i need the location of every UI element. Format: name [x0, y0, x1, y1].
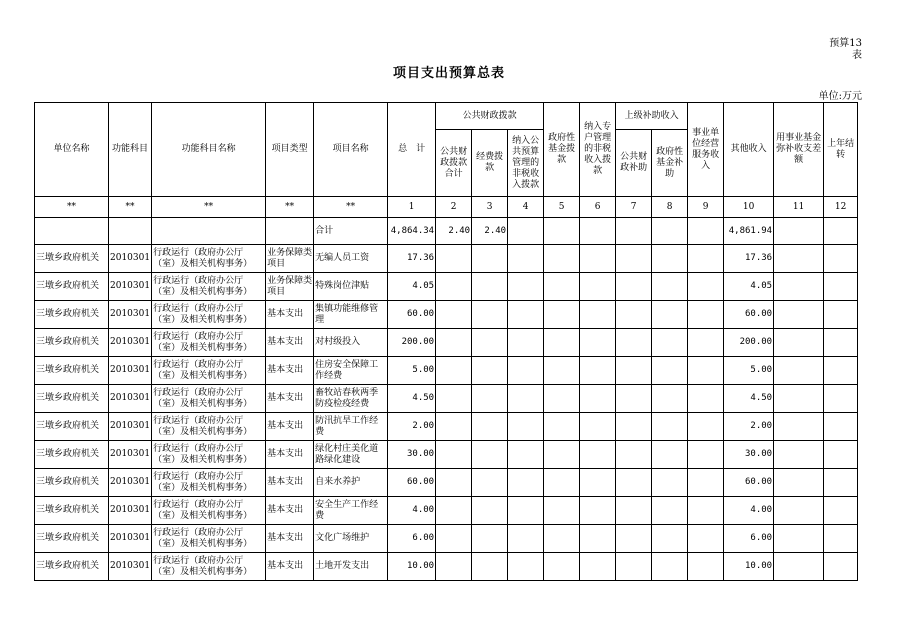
cell-total: 5.00: [388, 357, 436, 385]
cell-nontax-special: [580, 385, 616, 413]
total-cell-empty: [774, 218, 824, 245]
cell-gov-fund: [544, 245, 580, 273]
cell-pf-nontax: [508, 385, 544, 413]
cell-project-type: 基本支出: [266, 385, 314, 413]
cell-biz-income: [688, 385, 724, 413]
total-cell-empty: [266, 218, 314, 245]
cell-unit-name: 三墩乡政府机关: [35, 357, 109, 385]
cell-nontax-special: [580, 553, 616, 581]
cell-func-name: 行政运行（政府办公厅（室）及相关机构事务）: [152, 385, 266, 413]
cell-other-income: 60.00: [724, 301, 774, 329]
header-pf-funds: 经费拨款: [472, 130, 508, 197]
cell-unit-name: 三墩乡政府机关: [35, 553, 109, 581]
table-row: [35, 273, 858, 301]
cell-pf-total: [436, 329, 472, 357]
cell-us-public: [616, 497, 652, 525]
cell-reserve-fund: [774, 385, 824, 413]
cell-reserve-fund: [774, 413, 824, 441]
header-carryover: 上年结转: [824, 103, 858, 197]
cell-pf-nontax: [508, 273, 544, 301]
cell-pf-nontax: [508, 553, 544, 581]
cell-nontax-special: [580, 413, 616, 441]
cell-pf-funds: [472, 357, 508, 385]
cell-pf-funds: [472, 525, 508, 553]
cell-pf-funds: [472, 553, 508, 581]
unit-label: 单位:万元: [818, 91, 862, 102]
cell-pf-total: [436, 553, 472, 581]
cell-func-name: 行政运行（政府办公厅（室）及相关机构事务）: [152, 329, 266, 357]
index-cell: 4: [508, 197, 544, 218]
header-public-finance: 公共财政拨款: [436, 103, 544, 130]
cell-nontax-special: [580, 441, 616, 469]
total-cell-empty: [152, 218, 266, 245]
cell-pf-nontax: [508, 357, 544, 385]
cell-reserve-fund: [774, 245, 824, 273]
header-us-fund: 政府性基金补助: [652, 130, 688, 197]
table-row: [35, 385, 858, 413]
cell-project-name: 对村级投入: [314, 329, 388, 357]
cell-pf-nontax: [508, 245, 544, 273]
cell-other-income: 17.36: [724, 245, 774, 273]
cell-func-name: 行政运行（政府办公厅（室）及相关机构事务）: [152, 469, 266, 497]
cell-us-fund: [652, 525, 688, 553]
cell-reserve-fund: [774, 441, 824, 469]
header-gov-fund: 政府性基金拨款: [544, 103, 580, 197]
cell-us-public: [616, 357, 652, 385]
cell-project-type: 基本支出: [266, 525, 314, 553]
cell-pf-funds: [472, 385, 508, 413]
cell-us-fund: [652, 497, 688, 525]
cell-us-fund: [652, 301, 688, 329]
cell-unit-name: 三墩乡政府机关: [35, 525, 109, 553]
cell-gov-fund: [544, 301, 580, 329]
cell-pf-funds: [472, 497, 508, 525]
cell-unit-name: 三墩乡政府机关: [35, 469, 109, 497]
cell-project-type: 基本支出: [266, 553, 314, 581]
total-pf-funds: 2.40: [472, 218, 508, 245]
cell-pf-total: [436, 413, 472, 441]
index-cell: 2: [436, 197, 472, 218]
header-upper-subsidy: 上级补助收入: [616, 103, 688, 130]
cell-project-type: 基本支出: [266, 329, 314, 357]
cell-reserve-fund: [774, 273, 824, 301]
cell-func-code: 2010301: [109, 357, 152, 385]
cell-total: 60.00: [388, 469, 436, 497]
index-cell: **: [266, 197, 314, 218]
cell-other-income: 4.00: [724, 497, 774, 525]
cell-carryover: [824, 301, 858, 329]
cell-total: 2.00: [388, 413, 436, 441]
index-row: [35, 197, 858, 218]
cell-unit-name: 三墩乡政府机关: [35, 245, 109, 273]
table-row: [35, 469, 858, 497]
header-us-public: 公共财政补助: [616, 130, 652, 197]
cell-pf-total: [436, 441, 472, 469]
index-cell: 5: [544, 197, 580, 218]
total-cell-empty: [688, 218, 724, 245]
cell-biz-income: [688, 413, 724, 441]
index-cell: **: [109, 197, 152, 218]
cell-unit-name: 三墩乡政府机关: [35, 329, 109, 357]
total-cell-empty: [35, 218, 109, 245]
cell-pf-funds: [472, 245, 508, 273]
cell-gov-fund: [544, 357, 580, 385]
cell-project-name: 畜牧站春秋两季防疫检疫经费: [314, 385, 388, 413]
cell-total: 6.00: [388, 525, 436, 553]
cell-biz-income: [688, 357, 724, 385]
cell-nontax-special: [580, 301, 616, 329]
cell-unit-name: 三墩乡政府机关: [35, 497, 109, 525]
cell-carryover: [824, 469, 858, 497]
cell-gov-fund: [544, 553, 580, 581]
cell-nontax-special: [580, 245, 616, 273]
cell-nontax-special: [580, 273, 616, 301]
table-row: [35, 553, 858, 581]
cell-other-income: 4.05: [724, 273, 774, 301]
index-cell: 12: [824, 197, 858, 218]
cell-unit-name: 三墩乡政府机关: [35, 413, 109, 441]
cell-func-name: 行政运行（政府办公厅（室）及相关机构事务）: [152, 441, 266, 469]
cell-nontax-special: [580, 525, 616, 553]
header-project-type: 项目类型: [266, 103, 314, 197]
total-cell-empty: [580, 218, 616, 245]
cell-gov-fund: [544, 273, 580, 301]
cell-other-income: 5.00: [724, 357, 774, 385]
index-cell: **: [314, 197, 388, 218]
table-number-line1: 预算13: [829, 38, 862, 49]
cell-pf-nontax: [508, 413, 544, 441]
cell-reserve-fund: [774, 469, 824, 497]
header-func-name: 功能科目名称: [152, 103, 266, 197]
cell-carryover: [824, 357, 858, 385]
cell-unit-name: 三墩乡政府机关: [35, 301, 109, 329]
cell-total: 4.50: [388, 385, 436, 413]
cell-reserve-fund: [774, 525, 824, 553]
cell-reserve-fund: [774, 553, 824, 581]
cell-gov-fund: [544, 385, 580, 413]
total-cell-empty: [824, 218, 858, 245]
cell-project-type: 基本支出: [266, 413, 314, 441]
cell-other-income: 4.50: [724, 385, 774, 413]
header-func-code: 功能科目: [109, 103, 152, 197]
total-cell-empty: [544, 218, 580, 245]
cell-us-fund: [652, 413, 688, 441]
cell-func-code: 2010301: [109, 553, 152, 581]
cell-func-code: 2010301: [109, 301, 152, 329]
page-title: 项目支出预算总表: [392, 66, 505, 81]
cell-project-type: 业务保障类项目: [266, 273, 314, 301]
cell-pf-nontax: [508, 301, 544, 329]
cell-gov-fund: [544, 525, 580, 553]
cell-carryover: [824, 273, 858, 301]
cell-project-name: 绿化村庄美化道路绿化建设: [314, 441, 388, 469]
cell-project-name: 特殊岗位津贴: [314, 273, 388, 301]
cell-pf-funds: [472, 301, 508, 329]
cell-pf-nontax: [508, 497, 544, 525]
cell-pf-funds: [472, 469, 508, 497]
cell-func-code: 2010301: [109, 413, 152, 441]
cell-us-public: [616, 385, 652, 413]
cell-func-name: 行政运行（政府办公厅（室）及相关机构事务）: [152, 357, 266, 385]
cell-total: 17.36: [388, 245, 436, 273]
cell-us-public: [616, 329, 652, 357]
total-cell-empty: [109, 218, 152, 245]
cell-us-fund: [652, 273, 688, 301]
index-cell: 3: [472, 197, 508, 218]
cell-gov-fund: [544, 413, 580, 441]
cell-func-code: 2010301: [109, 469, 152, 497]
cell-pf-nontax: [508, 441, 544, 469]
table-row: [35, 357, 858, 385]
header-unit-name: 单位名称: [35, 103, 109, 197]
cell-func-code: 2010301: [109, 273, 152, 301]
cell-project-type: 业务保障类项目: [266, 245, 314, 273]
cell-nontax-special: [580, 329, 616, 357]
cell-func-name: 行政运行（政府办公厅（室）及相关机构事务）: [152, 301, 266, 329]
header-other-income: 其他收入: [724, 103, 774, 197]
cell-biz-income: [688, 553, 724, 581]
cell-project-name: 文化广场维护: [314, 525, 388, 553]
cell-us-fund: [652, 441, 688, 469]
cell-pf-funds: [472, 413, 508, 441]
cell-carryover: [824, 497, 858, 525]
cell-pf-total: [436, 273, 472, 301]
cell-nontax-special: [580, 497, 616, 525]
cell-other-income: 200.00: [724, 329, 774, 357]
total-pf-total: 2.40: [436, 218, 472, 245]
cell-us-public: [616, 441, 652, 469]
table-row: [35, 525, 858, 553]
cell-reserve-fund: [774, 329, 824, 357]
cell-biz-income: [688, 469, 724, 497]
cell-biz-income: [688, 273, 724, 301]
index-cell: 10: [724, 197, 774, 218]
cell-func-name: 行政运行（政府办公厅（室）及相关机构事务）: [152, 413, 266, 441]
cell-project-name: 自来水养护: [314, 469, 388, 497]
cell-project-name: 无编人员工资: [314, 245, 388, 273]
cell-pf-total: [436, 357, 472, 385]
cell-other-income: 30.00: [724, 441, 774, 469]
cell-carryover: [824, 385, 858, 413]
cell-us-fund: [652, 245, 688, 273]
cell-func-code: 2010301: [109, 497, 152, 525]
cell-reserve-fund: [774, 301, 824, 329]
cell-other-income: 6.00: [724, 525, 774, 553]
cell-project-type: 基本支出: [266, 497, 314, 525]
cell-carryover: [824, 553, 858, 581]
cell-biz-income: [688, 245, 724, 273]
cell-project-name: 集镇功能维修管理: [314, 301, 388, 329]
cell-total: 10.00: [388, 553, 436, 581]
cell-nontax-special: [580, 357, 616, 385]
total-cell-empty: [508, 218, 544, 245]
cell-func-name: 行政运行（政府办公厅（室）及相关机构事务）: [152, 497, 266, 525]
cell-func-code: 2010301: [109, 245, 152, 273]
cell-project-name: 防汛抗旱工作经费: [314, 413, 388, 441]
cell-project-type: 基本支出: [266, 469, 314, 497]
cell-project-type: 基本支出: [266, 357, 314, 385]
table-row: [35, 413, 858, 441]
cell-pf-total: [436, 301, 472, 329]
cell-us-public: [616, 245, 652, 273]
index-cell: 6: [580, 197, 616, 218]
cell-other-income: 10.00: [724, 553, 774, 581]
cell-biz-income: [688, 329, 724, 357]
cell-gov-fund: [544, 497, 580, 525]
cell-unit-name: 三墩乡政府机关: [35, 441, 109, 469]
cell-other-income: 60.00: [724, 469, 774, 497]
cell-us-public: [616, 413, 652, 441]
cell-func-name: 行政运行（政府办公厅（室）及相关机构事务）: [152, 525, 266, 553]
cell-us-public: [616, 553, 652, 581]
total-other-income: 4,861.94: [724, 218, 774, 245]
cell-pf-funds: [472, 273, 508, 301]
total-cell-empty: [652, 218, 688, 245]
index-cell: 8: [652, 197, 688, 218]
cell-pf-total: [436, 469, 472, 497]
table-number-line2: 表: [852, 50, 862, 61]
header-pf-total: 公共财政拨款合计: [436, 130, 472, 197]
total-label: 合计: [314, 218, 388, 245]
cell-pf-nontax: [508, 469, 544, 497]
project-expenditure-table: [34, 102, 858, 581]
cell-us-fund: [652, 553, 688, 581]
header-biz-income: 事业单位经营服务收入: [688, 103, 724, 197]
cell-reserve-fund: [774, 497, 824, 525]
table-number-label: [829, 38, 862, 62]
index-cell: **: [35, 197, 109, 218]
total-row: [35, 218, 858, 245]
cell-pf-nontax: [508, 329, 544, 357]
cell-project-name: 安全生产工作经费: [314, 497, 388, 525]
cell-carryover: [824, 441, 858, 469]
total-cell-empty: [616, 218, 652, 245]
cell-reserve-fund: [774, 357, 824, 385]
cell-total: 60.00: [388, 301, 436, 329]
header-project-name: 项目名称: [314, 103, 388, 197]
cell-us-public: [616, 525, 652, 553]
table-row: [35, 245, 858, 273]
cell-unit-name: 三墩乡政府机关: [35, 273, 109, 301]
cell-pf-total: [436, 497, 472, 525]
cell-us-fund: [652, 357, 688, 385]
cell-biz-income: [688, 441, 724, 469]
cell-us-public: [616, 273, 652, 301]
table-row: [35, 497, 858, 525]
cell-biz-income: [688, 497, 724, 525]
index-cell: 7: [616, 197, 652, 218]
cell-project-type: 基本支出: [266, 301, 314, 329]
header-total: 总 计: [388, 103, 436, 197]
cell-nontax-special: [580, 469, 616, 497]
cell-func-code: 2010301: [109, 385, 152, 413]
cell-biz-income: [688, 525, 724, 553]
cell-gov-fund: [544, 329, 580, 357]
cell-biz-income: [688, 301, 724, 329]
cell-pf-total: [436, 385, 472, 413]
cell-func-name: 行政运行（政府办公厅（室）及相关机构事务）: [152, 553, 266, 581]
cell-func-code: 2010301: [109, 441, 152, 469]
cell-other-income: 2.00: [724, 413, 774, 441]
cell-total: 4.00: [388, 497, 436, 525]
cell-func-name: 行政运行（政府办公厅（室）及相关机构事务）: [152, 245, 266, 273]
cell-carryover: [824, 245, 858, 273]
cell-total: 4.05: [388, 273, 436, 301]
cell-carryover: [824, 413, 858, 441]
table-row: [35, 329, 858, 357]
cell-pf-total: [436, 525, 472, 553]
cell-us-fund: [652, 385, 688, 413]
header-pf-nontax: 纳入公共预算管理的非税收入拨款: [508, 130, 544, 197]
cell-us-fund: [652, 329, 688, 357]
cell-project-type: 基本支出: [266, 441, 314, 469]
cell-func-code: 2010301: [109, 525, 152, 553]
cell-gov-fund: [544, 441, 580, 469]
cell-unit-name: 三墩乡政府机关: [35, 385, 109, 413]
cell-us-public: [616, 301, 652, 329]
header-nontax-special: 纳入专户管理的非税收入拨款: [580, 103, 616, 197]
cell-us-fund: [652, 469, 688, 497]
cell-total: 30.00: [388, 441, 436, 469]
table-row: [35, 441, 858, 469]
cell-carryover: [824, 525, 858, 553]
cell-gov-fund: [544, 469, 580, 497]
cell-us-public: [616, 469, 652, 497]
table-row: [35, 301, 858, 329]
cell-pf-funds: [472, 441, 508, 469]
index-cell: 1: [388, 197, 436, 218]
cell-total: 200.00: [388, 329, 436, 357]
cell-pf-nontax: [508, 525, 544, 553]
header-reserve-fund: 用事业基金弥补收支差额: [774, 103, 824, 197]
cell-pf-funds: [472, 329, 508, 357]
cell-func-code: 2010301: [109, 329, 152, 357]
cell-project-name: 土地开发支出: [314, 553, 388, 581]
cell-func-name: 行政运行（政府办公厅（室）及相关机构事务）: [152, 273, 266, 301]
cell-carryover: [824, 329, 858, 357]
cell-pf-total: [436, 245, 472, 273]
index-cell: 11: [774, 197, 824, 218]
index-cell: 9: [688, 197, 724, 218]
index-cell: **: [152, 197, 266, 218]
total-sum: 4,864.34: [388, 218, 436, 245]
cell-project-name: 住房安全保障工作经费: [314, 357, 388, 385]
